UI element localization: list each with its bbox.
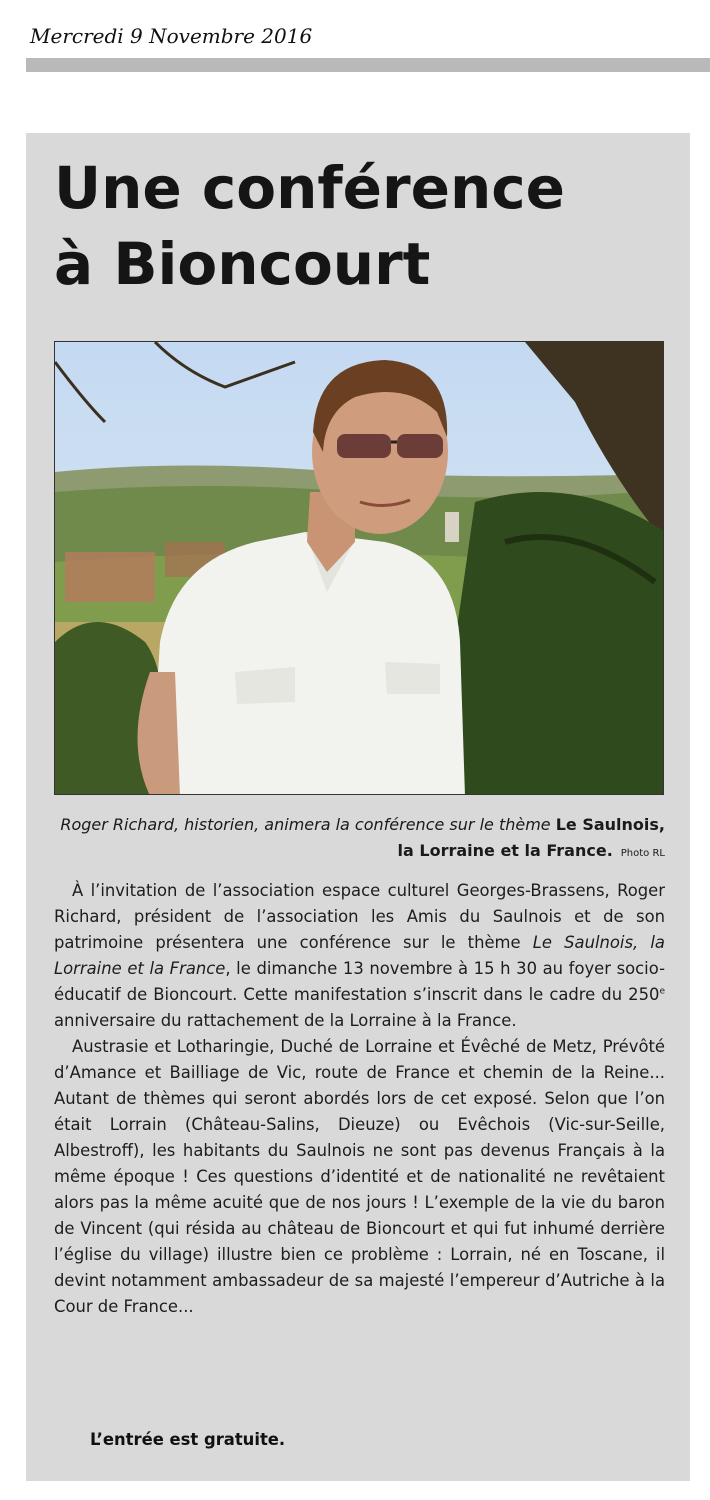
- photo-caption: [54, 812, 665, 867]
- paragraph-1: [54, 878, 665, 1034]
- paragraph-2: Austrasie et Lotharingie, Duché de Lorraine et Évêché de Metz, Prévôté d’Amance et Bailliage de Vic, route de France et chemin de la Reine... Autant de thèmes qui seront abordés lors de cet exposé. Selon que l’on était Lorrain (Château-Salins, Dieuze) ou Evêchois (Vic-sur-Seille, Albestroff), les habitants du Saulnois ne sont pas devenus Français à la même époque ! Ces questions d’identité et de nationalité ne revêtaient alors pas la même acuité que de nos jours ! L’exemple de la vie du baron de Vincent (qui résida au château de Bioncourt et qui fut inhumé derrière l’église du village) illustre bien ce problème : Lorrain, né en Toscane, il devint notamment ambassadeur de sa majesté l’empereur d’Autriche à la Cour de France...: [54, 1037, 665, 1316]
- caption-theme: Le Saulnois, la Lorraine et la France.: [397, 815, 665, 860]
- publication-date: Mercredi 9 Novembre 2016: [30, 24, 313, 48]
- ordinal-suffix: e: [659, 986, 665, 997]
- article-photo: [54, 341, 664, 795]
- paragraph-1-text-b: , le dimanche 13 novembre à 15 h 30 au foyer socio-éducatif de Bioncourt. Cette manifestation s’inscrit dans le cadre du 250: [54, 959, 665, 1004]
- paragraph-1-text-a: À l’invitation de l’association espace culturel Georges-Brassens, Roger Richard, président de l’association les Amis du Saulnois et de son patrimoine présentera une conférence sur le thème: [54, 881, 665, 952]
- paragraph-1-text-c: anniversaire du rattachement de la Lorraine à la France.: [54, 1011, 517, 1030]
- caption-text: Roger Richard, historien, animera la conférence sur le thème: [60, 815, 556, 834]
- header-rule: [26, 58, 710, 72]
- title-line-1: Une conférence: [54, 154, 565, 222]
- photo-illustration: [55, 342, 664, 795]
- title-line-2: à Bioncourt: [54, 230, 431, 298]
- photo-credit: Photo RL: [620, 848, 665, 859]
- free-entry-note: L’entrée est gratuite.: [90, 1430, 286, 1449]
- article-title: [54, 150, 674, 302]
- conference-theme: Le Saulnois, la Lorraine et la France: [54, 933, 665, 978]
- article-body: [54, 878, 665, 1320]
